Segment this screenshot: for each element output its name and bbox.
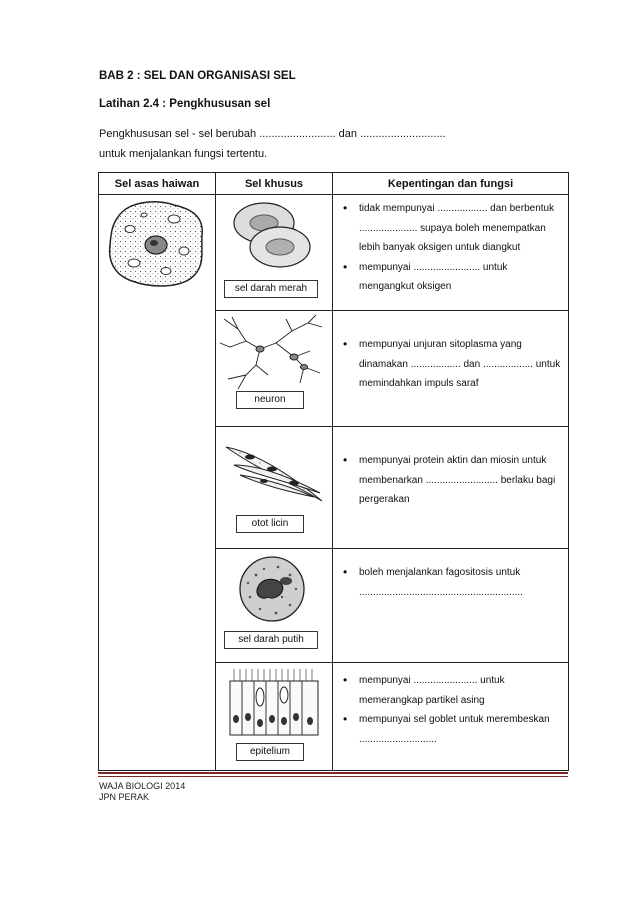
function-list bbox=[333, 663, 568, 749]
cell-specialisation-table bbox=[98, 172, 569, 771]
intro-line-2: untuk menjalankan fungsi tertentu. bbox=[99, 148, 268, 160]
smooth-muscle-illustration bbox=[216, 435, 333, 505]
page-title: BAB 2 : SEL DAN ORGANISASI SEL bbox=[99, 70, 296, 82]
cell-label: neuron bbox=[236, 391, 304, 409]
specialised-cell-cell bbox=[216, 663, 333, 771]
function-cell bbox=[333, 427, 569, 549]
column-header: Sel asas haiwan bbox=[99, 173, 216, 195]
function-list bbox=[333, 427, 568, 510]
cell-label: sel darah putih bbox=[224, 631, 318, 649]
cell-label: otot licin bbox=[236, 515, 304, 533]
function-cell bbox=[333, 549, 569, 663]
epithelium-illustration bbox=[216, 667, 333, 739]
function-item: • mempunyai protein aktin dan miosin untuk membenarkan .......................... berlaku bagi pergerakan bbox=[351, 451, 562, 510]
specialised-cell-cell bbox=[216, 311, 333, 427]
function-item: • mempunyai ........................ untuk mengangkut oksigen bbox=[351, 258, 562, 297]
intro-line-1: Pengkhususan sel - sel berubah ......................... dan ............................ bbox=[99, 128, 446, 140]
column-header: Kepentingan dan fungsi bbox=[333, 173, 569, 195]
base-animal-cell-cell bbox=[99, 195, 216, 771]
specialised-cell-cell bbox=[216, 427, 333, 549]
cell-label: epitelium bbox=[236, 743, 304, 761]
table-header-row bbox=[99, 173, 569, 195]
animal-cell-illustration bbox=[104, 195, 210, 291]
function-item: • mempunyai sel goblet untuk merembeskan ............................ bbox=[351, 710, 562, 749]
white-blood-cell-illustration bbox=[216, 553, 333, 627]
footer-line-2: JPN PERAK bbox=[99, 792, 150, 802]
column-header: Sel khusus bbox=[216, 173, 333, 195]
function-cell bbox=[333, 663, 569, 771]
function-item: • tidak mempunyai .................. dan berbentuk ..................... supaya boleh menempatkan lebih banyak oksigen untuk diangkut bbox=[351, 199, 562, 258]
function-item: • mempunyai ....................... untuk memerangkap partikel asing bbox=[351, 671, 562, 710]
specialised-cell-cell bbox=[216, 195, 333, 311]
function-item: • boleh menjalankan fagositosis untuk ........................................................... bbox=[351, 563, 562, 602]
function-list bbox=[333, 549, 568, 602]
cell-label: sel darah merah bbox=[224, 280, 318, 298]
function-cell bbox=[333, 311, 569, 427]
table-row bbox=[99, 195, 569, 311]
function-cell bbox=[333, 195, 569, 311]
footer-line-1: WAJA BIOLOGI 2014 bbox=[99, 781, 186, 791]
footer-rule bbox=[98, 772, 568, 774]
intro-text bbox=[99, 124, 559, 164]
red-blood-cell-illustration bbox=[216, 197, 333, 273]
specialised-cell-cell bbox=[216, 549, 333, 663]
exercise-title: Latihan 2.4 : Pengkhususan sel bbox=[99, 98, 271, 110]
footer-rule-thin bbox=[98, 776, 568, 777]
neuron-illustration bbox=[216, 313, 333, 393]
function-item: • mempunyai unjuran sitoplasma yang dinamakan .................. dan .................. untuk memindahkan impuls saraf bbox=[351, 335, 562, 394]
footer bbox=[99, 781, 185, 803]
function-list bbox=[333, 311, 568, 394]
function-list bbox=[333, 195, 568, 297]
